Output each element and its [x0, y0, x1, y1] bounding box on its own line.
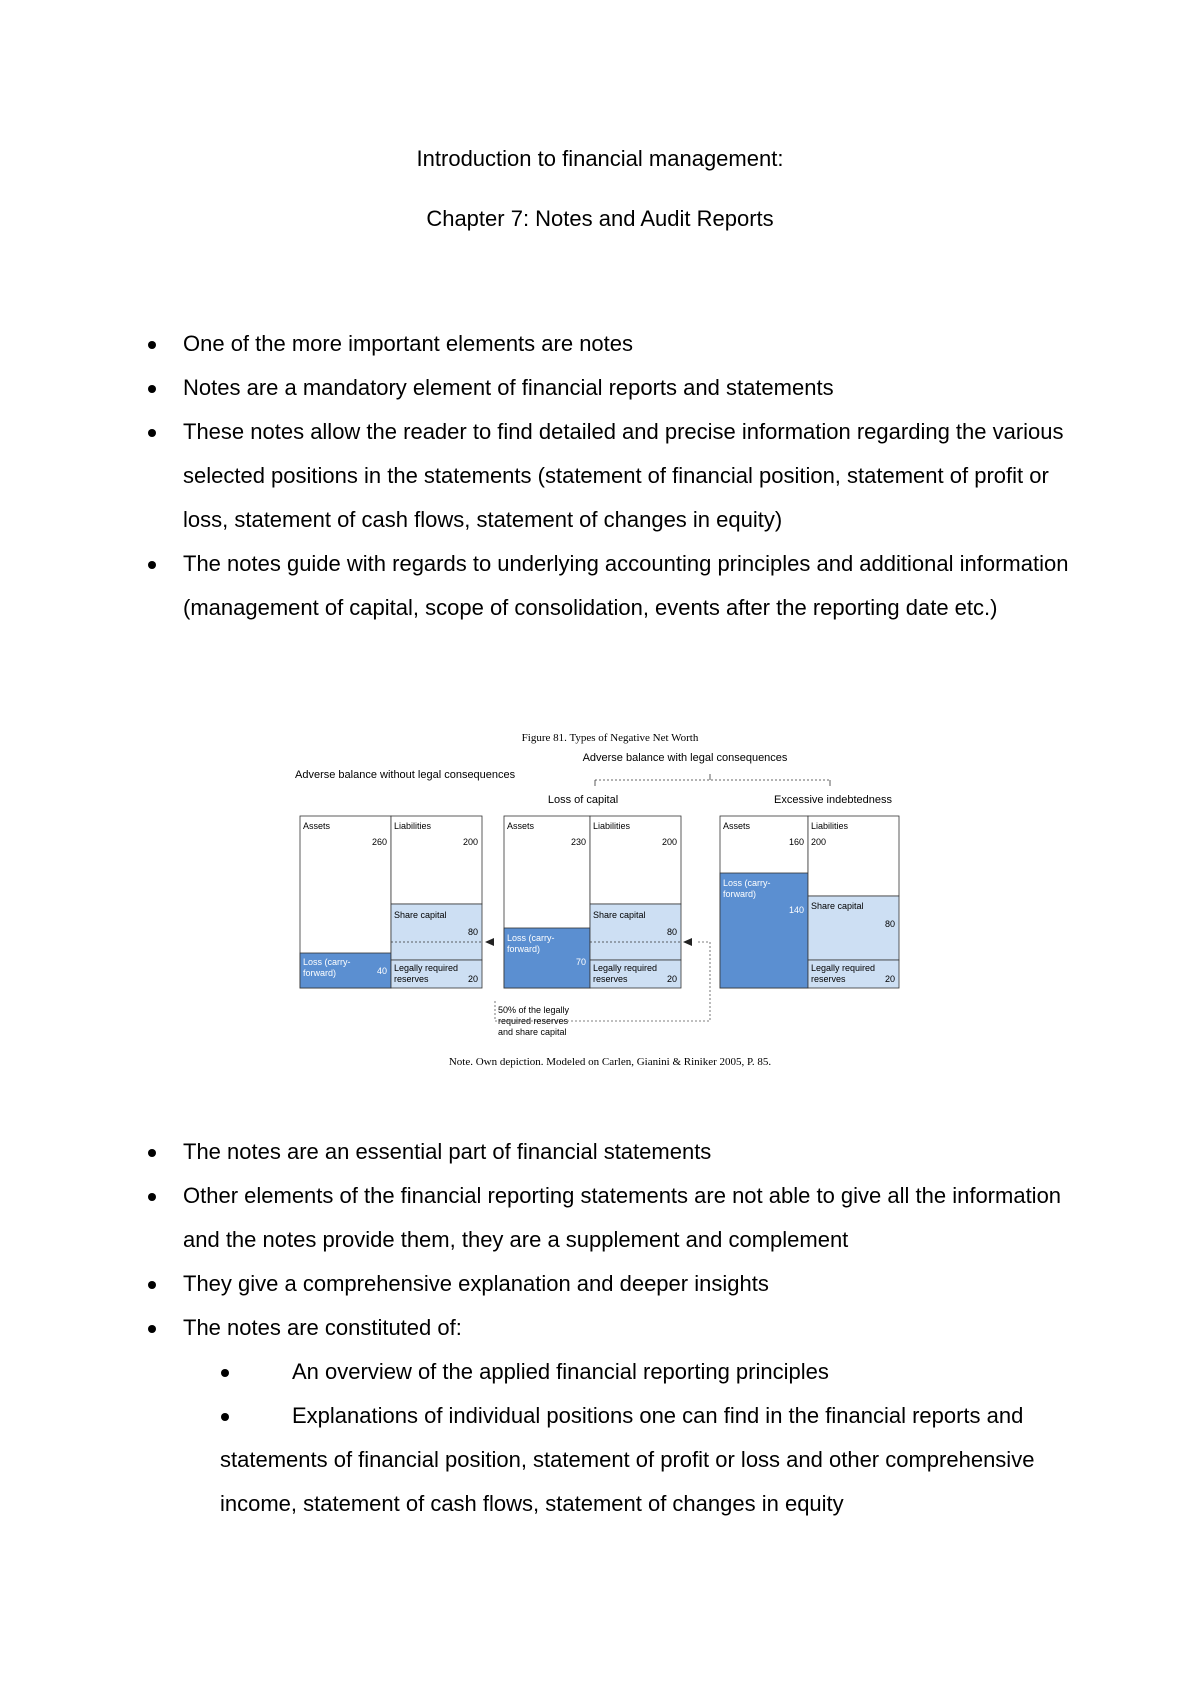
sub-list-item: An overview of the applied financial reporting principles [0, 1350, 1200, 1394]
list-item: Notes are a mandatory element of financial reports and statements [0, 366, 1200, 410]
negative-net-worth-figure [290, 725, 930, 1075]
balance-panel-1 [300, 816, 482, 988]
liabilities-value: 200 [462, 837, 478, 847]
loss-value: 140 [788, 905, 804, 915]
list-item: The notes are constituted of: [0, 1306, 1200, 1350]
loss-label: Loss (carry-forward) [723, 878, 771, 899]
liabilities-value: 200 [811, 837, 827, 847]
loss-value: 40 [376, 966, 387, 976]
arrow-left-icon [683, 938, 692, 946]
reserves-value: 20 [666, 974, 677, 984]
reserves-label: Legally required reserves [811, 963, 876, 984]
arrow-left-icon [485, 938, 494, 946]
loss-value: 70 [575, 957, 586, 967]
list-item: These notes allow the reader to find detailed and precise information regarding the various selected positions in the statements (statement of financial position, statement of profit or loss, statement of cash flows, statement of changes in equity) [0, 410, 1200, 542]
figure-source-note: Note. Own depiction. Modeled on Carlen, Gianini & Riniker 2005, P. 85. [448, 1056, 772, 1068]
bullet-icon [148, 1149, 156, 1157]
share-capital-value: 80 [884, 919, 895, 929]
reserves-label: Legally required reserves [394, 963, 459, 984]
panel-title-loss-of-capital: Loss of capital [547, 794, 619, 806]
reserves-value: 20 [467, 974, 478, 984]
assets-value: 160 [788, 837, 804, 847]
balance-panel-2 [504, 816, 681, 988]
bullet-icon [148, 385, 156, 393]
assets-value: 230 [570, 837, 586, 847]
bullet-list-2 [0, 1130, 1200, 1526]
balance-panel-3 [720, 816, 899, 988]
share-capital-label: Share capital [394, 910, 447, 920]
share-capital-label: Share capital [593, 910, 646, 920]
reserves-value: 20 [884, 974, 895, 984]
bullet-icon [148, 341, 156, 349]
bullet-icon [148, 561, 156, 569]
liabilities-label: Liabilities [394, 821, 432, 831]
bullet-icon [148, 1281, 156, 1289]
list-item: Other elements of the financial reporting statements are not able to give all the information and the notes provide them, they are a supplement and complement [0, 1174, 1200, 1262]
assets-label: Assets [723, 821, 751, 831]
liabilities-label: Liabilities [811, 821, 849, 831]
list-item: They give a comprehensive explanation and deeper insights [0, 1262, 1200, 1306]
share-capital-label: Share capital [811, 901, 864, 911]
share-capital-value: 80 [666, 927, 677, 937]
bullet-list-1 [0, 322, 1200, 630]
bullet-icon [148, 1325, 156, 1333]
loss-label: Loss (carry-forward) [303, 957, 351, 978]
assets-label: Assets [507, 821, 535, 831]
label-with-legal-consequences: Adverse balance with legal consequences [582, 752, 788, 764]
fifty-percent-note: 50% of the legally required reserves and share capital [498, 1005, 570, 1037]
page-title: Introduction to financial management: [416, 146, 784, 171]
liabilities-label: Liabilities [593, 821, 631, 831]
list-item: One of the more important elements are notes [0, 322, 1200, 366]
sub-list-item: Explanations of individual positions one can find in the financial reports and statements of financial position, statement of profit or loss and other comprehensive income, statement of cash flows, statement of changes in equity [220, 1403, 1035, 1516]
list-item: The notes guide with regards to underlying accounting principles and additional information (management of capital, scope of consolidation, events after the reporting date etc.) [0, 542, 1200, 630]
bullet-icon [221, 1369, 229, 1377]
assets-value: 260 [371, 837, 387, 847]
chapter-subtitle: Chapter 7: Notes and Audit Reports [426, 206, 774, 231]
assets-label: Assets [303, 821, 331, 831]
loss-label: Loss (carry-forward) [507, 933, 555, 954]
list-item: The notes are an essential part of financial statements [0, 1130, 1200, 1174]
figure-title: Figure 81. Types of Negative Net Worth [521, 732, 699, 744]
reserves-label: Legally required reserves [593, 963, 658, 984]
bullet-icon [148, 429, 156, 437]
liabilities-value: 200 [661, 837, 677, 847]
panel-title-excessive-indebtedness: Excessive indebtedness [773, 794, 893, 806]
share-capital-value: 80 [467, 927, 478, 937]
bullet-icon [221, 1413, 229, 1421]
label-without-legal-consequences: Adverse balance without legal consequences [295, 769, 516, 781]
bullet-icon [148, 1193, 156, 1201]
